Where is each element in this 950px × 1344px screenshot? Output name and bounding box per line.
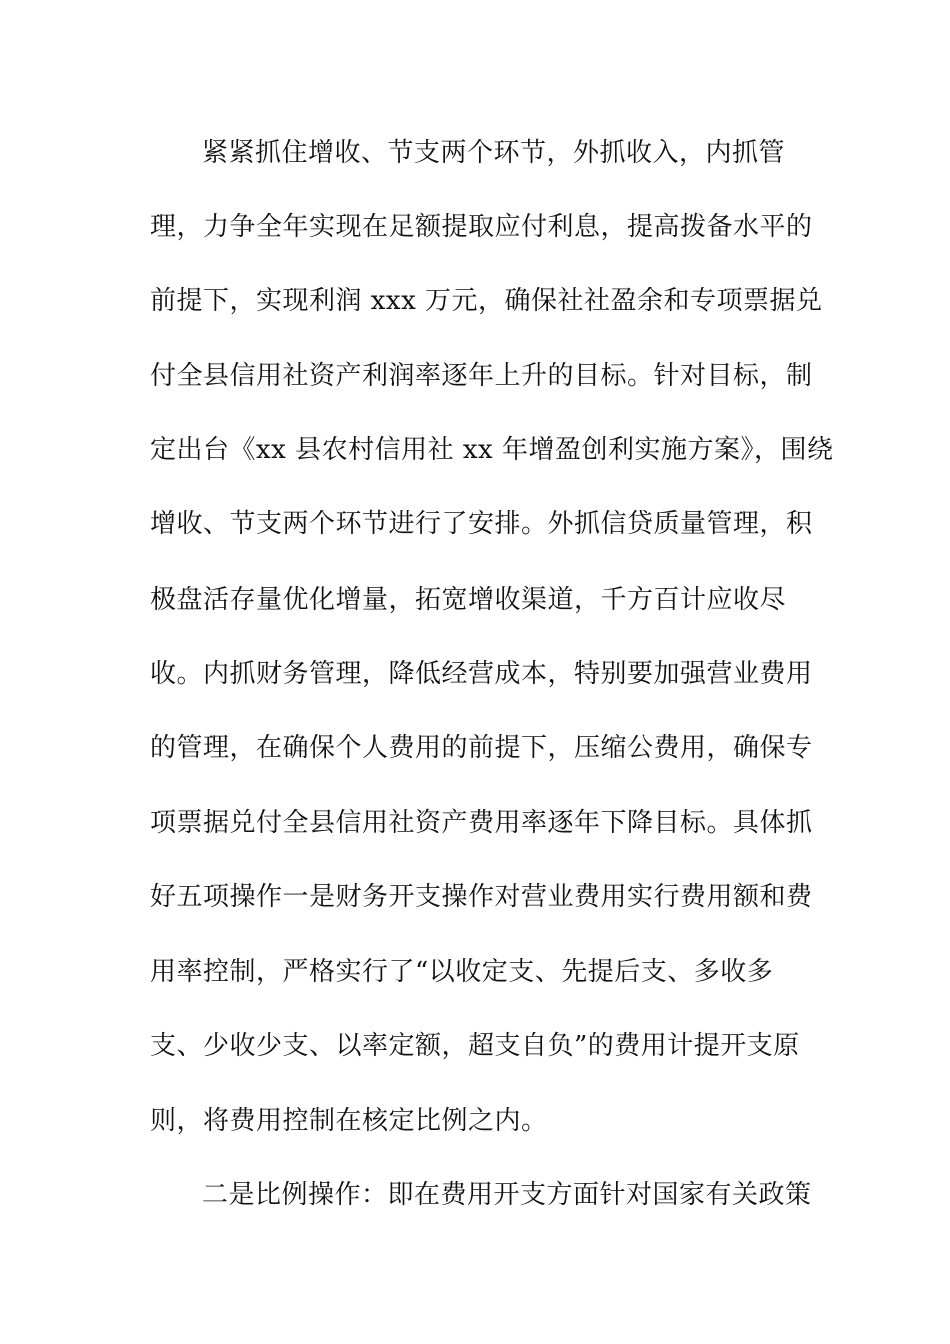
- paragraph-1-line-14: 则，将费用控制在核定比例之内。: [150, 1106, 548, 1136]
- paragraph-1-line-8: 收。内抓财务管理，降低经营成本，特别要加强营业费用: [150, 659, 813, 689]
- paragraph-1-line-13: 支、少收少支、以率定额，超支自负”的费用计提开支原: [150, 1031, 800, 1061]
- paragraph-1-line-7: 极盘活存量优化增量，拓宽增收渠道，千方百计应收尽: [150, 585, 787, 615]
- paragraph-1-line-5: 定出台《xx 县农村信用社 xx 年增盈创利实施方案》，围绕: [150, 435, 834, 465]
- paragraph-1-line-2: 理，力争全年实现在足额提取应付利息，提高拨备水平的: [150, 212, 813, 242]
- paragraph-1-line-3: 前提下，实现利润 xxx 万元，确保社社盈余和专项票据兑: [150, 286, 823, 316]
- paragraph-2-line-1: 二是比例操作：即在费用开支方面针对国家有关政策: [202, 1180, 812, 1210]
- paragraph-1-line-12: 用率控制，严格实行了“以收定支、先提后支、多收多: [150, 957, 774, 987]
- paragraph-1-line-9: 的管理，在确保个人费用的前提下，压缩公费用，确保专: [150, 733, 813, 763]
- paragraph-1-line-4: 付全县信用社资产利润率逐年上升的目标。针对目标，制: [150, 361, 813, 391]
- paragraph-1-line-1: 紧紧抓住增收、节支两个环节，外抓收入，内抓管: [202, 138, 786, 168]
- paragraph-1-line-11: 好五项操作一是财务开支操作对营业费用实行费用额和费: [150, 882, 813, 912]
- paragraph-1-line-10: 项票据兑付全县信用社资产费用率逐年下降目标。具体抓: [150, 808, 813, 838]
- paragraph-1-line-6: 增收、节支两个环节进行了安排。外抓信贷质量管理，积: [150, 509, 813, 539]
